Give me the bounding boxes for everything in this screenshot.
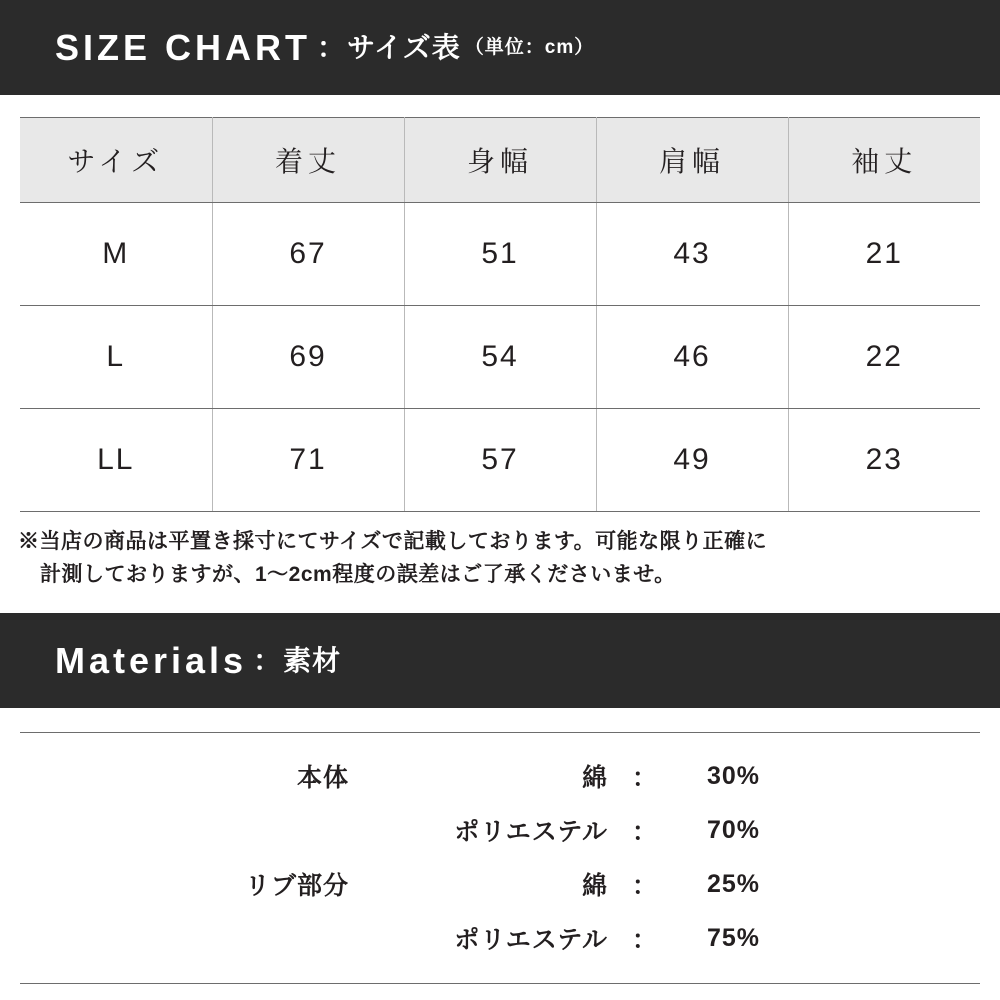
cell-length: 67	[212, 203, 404, 306]
materials-row	[119, 803, 881, 857]
materials-row	[119, 857, 881, 911]
cell-shoulder: 49	[596, 409, 788, 512]
cell-length: 69	[212, 306, 404, 409]
materials-percent: 70%	[707, 815, 761, 844]
materials-table-body	[119, 749, 881, 965]
materials-row	[119, 911, 881, 965]
size-chart-unit: （単位：cm）	[464, 37, 595, 58]
size-table	[20, 117, 980, 512]
materials-fiber: 綿	[581, 764, 608, 793]
cell-width: 57	[404, 409, 596, 512]
table-row	[20, 203, 980, 306]
materials-table	[119, 749, 881, 965]
column-header-width: 身幅	[404, 118, 596, 203]
materials-part	[119, 803, 369, 857]
materials-colon: ：	[631, 818, 658, 847]
cell-size: L	[20, 306, 212, 409]
cell-size: M	[20, 203, 212, 306]
size-table-body	[20, 203, 980, 512]
materials-percent: 75%	[707, 923, 761, 952]
table-row	[20, 409, 980, 512]
materials-part	[119, 911, 369, 965]
size-chart-title-separator: ：	[317, 31, 346, 63]
materials-fiber: ポリエステル	[454, 818, 608, 847]
cell-shoulder: 43	[596, 203, 788, 306]
size-chart-subtitle: サイズ表	[347, 31, 461, 63]
materials-part: 本体	[296, 764, 349, 793]
cell-sleeve: 21	[788, 203, 980, 306]
materials-percent: 30%	[707, 761, 761, 790]
column-header-shoulder: 肩幅	[596, 118, 788, 203]
materials-row	[119, 749, 881, 803]
materials-part: リブ部分	[244, 872, 349, 901]
materials-bottom-divider	[20, 983, 980, 984]
cell-width: 51	[404, 203, 596, 306]
materials-area	[0, 708, 1000, 984]
cell-width: 54	[404, 306, 596, 409]
cell-sleeve: 23	[788, 409, 980, 512]
materials-colon: ：	[631, 926, 658, 955]
measurement-note	[0, 512, 1000, 591]
column-header-sleeve: 袖丈	[788, 118, 980, 203]
cell-size: LL	[20, 409, 212, 512]
materials-top-divider	[20, 732, 980, 733]
table-row	[20, 306, 980, 409]
cell-shoulder: 46	[596, 306, 788, 409]
materials-colon: ：	[631, 872, 658, 901]
measurement-note-line-1: ※当店の商品は平置き採寸にてサイズで記載しております。可能な限り正確に	[18, 530, 768, 553]
materials-title: Materials	[55, 639, 248, 681]
table-header-row	[20, 118, 980, 203]
size-chart-banner	[0, 0, 1000, 95]
materials-fiber: 綿	[581, 872, 608, 901]
size-chart-title: SIZE CHART	[55, 26, 311, 68]
size-table-head	[20, 118, 980, 203]
column-header-length: 着丈	[212, 118, 404, 203]
materials-banner	[0, 613, 1000, 708]
cell-length: 71	[212, 409, 404, 512]
materials-title-separator: ：	[253, 644, 282, 676]
materials-percent: 25%	[707, 869, 761, 898]
materials-subtitle: 素材	[283, 644, 342, 676]
column-header-size: サイズ	[20, 118, 212, 203]
size-table-wrapper	[0, 95, 1000, 512]
measurement-note-line-2: 計測しておりますが、1〜2cm程度の誤差はご了承くださいませ。	[40, 562, 676, 586]
materials-fiber: ポリエステル	[454, 926, 608, 955]
materials-colon: ：	[631, 764, 658, 793]
cell-sleeve: 22	[788, 306, 980, 409]
